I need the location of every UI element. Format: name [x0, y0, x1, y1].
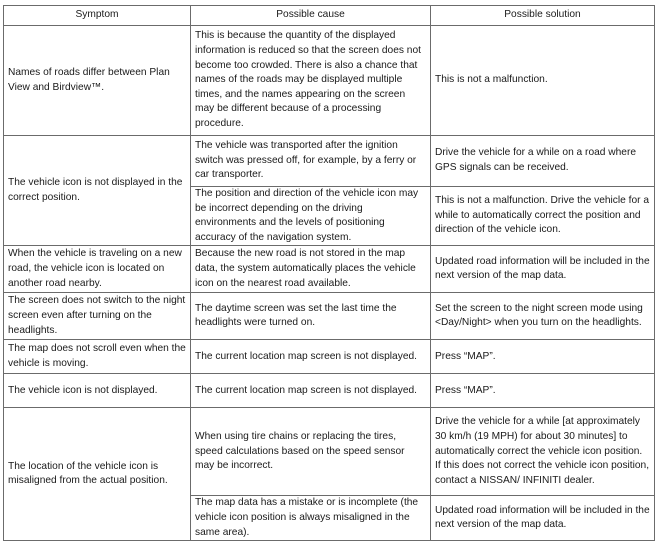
cause-cell: The current location map screen is not displayed. — [191, 340, 431, 374]
solution-cell: Drive the vehicle for a while [at approximately 30 km/h (19 MPH) for about 30 minutes] to automatically correct the vehicle icon position. If this does not correct the vehicle icon position, contact a NISSAN/ INFINITI dealer. — [431, 408, 655, 496]
table-row — [4, 293, 655, 340]
symptom-cell: The location of the vehicle icon is misaligned from the actual position. — [4, 408, 191, 541]
solution-column-header: Possible solution — [431, 6, 655, 26]
cause-cell: The current location map screen is not displayed. — [191, 374, 431, 408]
symptom-cell: The vehicle icon is not displayed in the correct position. — [4, 136, 191, 246]
table-row — [4, 340, 655, 374]
cause-cell: The vehicle was transported after the ignition switch was pressed off, for example, by a ferry or car transporter. — [191, 136, 431, 187]
cause-cell: Because the new road is not stored in the map data, the system automatically places the vehicle icon on the nearest road available. — [191, 246, 431, 293]
cause-cell: The map data has a mistake or is incomplete (the vehicle icon position is always misaligned in the same area). — [191, 496, 431, 541]
symptom-cell: The map does not scroll even when the vehicle is moving. — [4, 340, 191, 374]
solution-cell: Updated road information will be included in the next version of the map data. — [431, 246, 655, 293]
solution-cell: Drive the vehicle for a while on a road where GPS signals can be received. — [431, 136, 655, 187]
solution-cell: This is not a malfunction. Drive the vehicle for a while to automatically correct the position and direction of the vehicle icon. — [431, 187, 655, 246]
solution-cell: Press “MAP”. — [431, 374, 655, 408]
solution-cell: Set the screen to the night screen mode using <Day/Night> when you turn on the headlights. — [431, 293, 655, 340]
symptom-column-header: Symptom — [4, 6, 191, 26]
table-row — [4, 246, 655, 293]
table-row — [4, 26, 655, 136]
cause-cell: The daytime screen was set the last time the headlights were turned on. — [191, 293, 431, 340]
symptom-cell: The vehicle icon is not displayed. — [4, 374, 191, 408]
cause-cell: The position and direction of the vehicle icon may be incorrect depending on the driving environments and the levels of positioning accuracy of the navigation system. — [191, 187, 431, 246]
cause-cell: When using tire chains or replacing the tires, speed calculations based on the speed sensor may be incorrect. — [191, 408, 431, 496]
symptom-cell: The screen does not switch to the night screen even after turning on the headlights. — [4, 293, 191, 340]
symptom-cell: Names of roads differ between Plan View and Birdview™. — [4, 26, 191, 136]
symptom-cell: When the vehicle is traveling on a new road, the vehicle icon is located on another road nearby. — [4, 246, 191, 293]
solution-cell: This is not a malfunction. — [431, 26, 655, 136]
troubleshooting-table — [3, 5, 655, 541]
cause-cell: This is because the quantity of the displayed information is reduced so that the screen does not become too crowded. There is also a chance that names of the roads may be displayed multiple times, and the names appearing on the screen may be different because of a processing procedure. — [191, 26, 431, 136]
table-row — [4, 408, 655, 496]
table-row — [4, 374, 655, 408]
cause-column-header: Possible cause — [191, 6, 431, 26]
solution-cell: Updated road information will be included in the next version of the map data. — [431, 496, 655, 541]
solution-cell: Press “MAP”. — [431, 340, 655, 374]
table-header-row — [4, 6, 655, 26]
table-row — [4, 136, 655, 187]
